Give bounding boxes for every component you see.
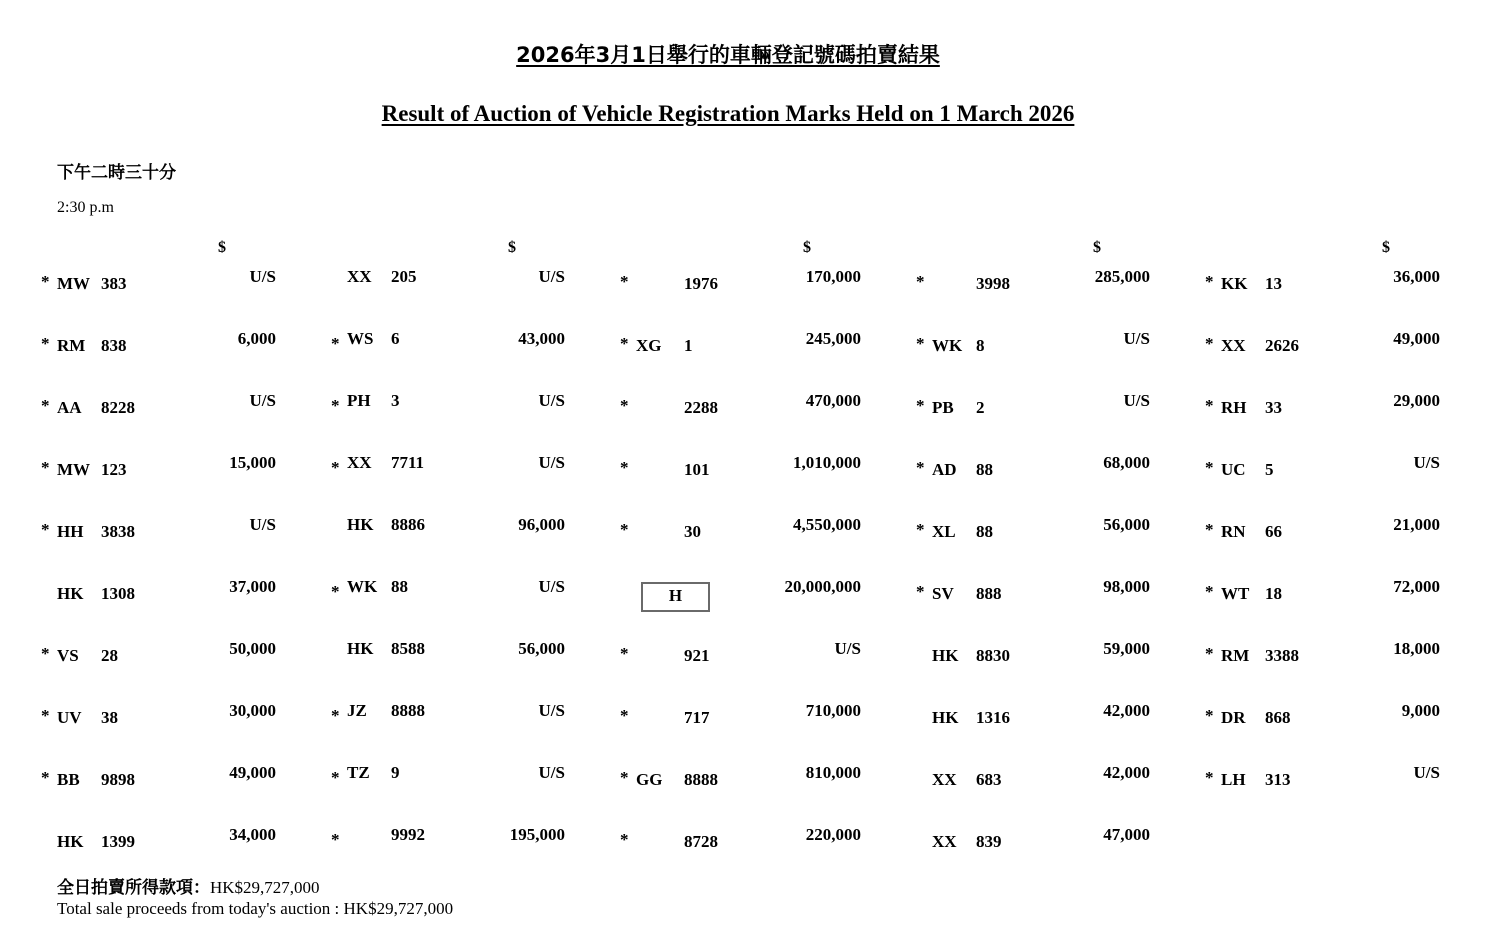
registration-mark-letters: TZ — [347, 763, 370, 782]
sale-price: U/S — [1123, 391, 1150, 410]
sale-price: 220,000 — [805, 825, 861, 844]
starred-marker: * — [1205, 582, 1214, 601]
starred-marker: * — [41, 396, 50, 415]
registration-mark-letters: XX — [932, 770, 957, 789]
registration-mark-letters: BB — [57, 770, 80, 789]
starred-marker: * — [331, 706, 340, 725]
starred-marker: * — [620, 396, 629, 415]
registration-mark-digits: 839 — [976, 832, 1002, 851]
registration-mark-digits: 2288 — [684, 398, 718, 417]
registration-mark-digits: 9898 — [101, 770, 135, 789]
starred-marker: * — [41, 520, 50, 539]
total-proceeds-english: Total sale proceeds from today's auction : HK$29,727,000 — [57, 899, 454, 918]
starred-marker: * — [331, 830, 340, 849]
starred-marker: * — [916, 272, 925, 291]
starred-marker: * — [620, 272, 629, 291]
registration-mark-boxed: H — [641, 582, 710, 612]
sale-price: 170,000 — [805, 267, 861, 286]
sale-price: 42,000 — [1103, 763, 1150, 782]
registration-mark-letters: LH — [1221, 770, 1246, 789]
registration-mark-letters: RN — [1221, 522, 1246, 541]
registration-mark-digits: 838 — [101, 336, 127, 355]
starred-marker: * — [620, 458, 629, 477]
starred-marker: * — [41, 272, 50, 291]
registration-mark-letters: HK — [932, 646, 959, 665]
sale-price: 9,000 — [1401, 701, 1440, 720]
sale-price: 56,000 — [1103, 515, 1150, 534]
registration-mark-digits: 30 — [684, 522, 701, 541]
sale-price: U/S — [1123, 329, 1150, 348]
starred-marker: * — [1205, 706, 1214, 725]
sale-price: 15,000 — [229, 453, 276, 472]
sale-price: 4,550,000 — [793, 515, 861, 534]
registration-mark-letters: KK — [1221, 274, 1248, 293]
sale-price: U/S — [538, 763, 565, 782]
registration-mark-letters: XX — [932, 832, 957, 851]
starred-marker: * — [1205, 334, 1214, 353]
registration-mark-letters: HK — [347, 639, 374, 658]
currency-header: $ — [508, 239, 516, 256]
starred-marker: * — [1205, 458, 1214, 477]
registration-mark-digits: 888 — [976, 584, 1002, 603]
registration-mark-letters: JZ — [347, 701, 367, 720]
registration-mark-digits: 1308 — [101, 584, 135, 603]
registration-mark-digits: 88 — [391, 577, 408, 596]
registration-mark-digits: 8228 — [101, 398, 135, 417]
registration-mark-digits: 1399 — [101, 832, 135, 851]
registration-mark-digits: 3388 — [1265, 646, 1299, 665]
registration-mark-digits: 3998 — [976, 274, 1010, 293]
registration-mark-digits: 8888 — [391, 701, 425, 720]
registration-mark-digits: 7711 — [391, 453, 425, 472]
starred-marker: * — [331, 582, 340, 601]
sale-price: 29,000 — [1393, 391, 1440, 410]
registration-mark-digits: 383 — [101, 274, 127, 293]
starred-marker: * — [916, 582, 925, 601]
registration-mark-digits: 6 — [391, 329, 400, 348]
sale-price: U/S — [538, 701, 565, 720]
starred-marker: * — [331, 768, 340, 787]
registration-mark-letters: XG — [636, 336, 662, 355]
registration-mark-digits: 683 — [976, 770, 1002, 789]
starred-marker: * — [41, 768, 50, 787]
starred-marker: * — [620, 644, 629, 663]
total-proceeds-label-chinese: 全日拍賣所得款項： — [57, 878, 210, 898]
sale-price: U/S — [834, 639, 861, 658]
registration-mark-digits: 8 — [976, 336, 985, 355]
sale-price: 49,000 — [229, 763, 276, 782]
registration-mark-letters: HK — [932, 708, 959, 727]
registration-mark-letters: WT — [1221, 584, 1250, 603]
registration-mark-digits: 123 — [101, 460, 127, 479]
sale-price: 810,000 — [805, 763, 861, 782]
starred-marker: * — [916, 334, 925, 353]
starred-marker: * — [41, 458, 50, 477]
registration-mark-digits: 28 — [101, 646, 118, 665]
sale-price: 43,000 — [518, 329, 565, 348]
starred-marker: * — [620, 706, 629, 725]
sale-price: 245,000 — [805, 329, 861, 348]
starred-marker: * — [620, 334, 629, 353]
starred-marker: * — [916, 458, 925, 477]
registration-mark-digits: 868 — [1265, 708, 1291, 727]
registration-mark-letters: XX — [347, 267, 372, 286]
registration-mark-digits: 3838 — [101, 522, 135, 541]
currency-header: $ — [803, 239, 811, 256]
registration-mark-digits: 717 — [684, 708, 710, 727]
registration-mark-digits: 8588 — [391, 639, 425, 658]
registration-mark-digits: 8888 — [684, 770, 718, 789]
sale-price: 285,000 — [1094, 267, 1150, 286]
sale-price: U/S — [538, 267, 565, 286]
currency-header: $ — [218, 239, 226, 256]
registration-mark-digits: 101 — [684, 460, 710, 479]
registration-mark-letters: PB — [932, 398, 954, 417]
registration-mark-letters: XX — [1221, 336, 1246, 355]
registration-mark-digits: 313 — [1265, 770, 1291, 789]
registration-mark-digits: 3 — [391, 391, 400, 410]
registration-mark-digits: 8728 — [684, 832, 718, 851]
sale-price: 1,010,000 — [793, 453, 861, 472]
sale-price: 21,000 — [1393, 515, 1440, 534]
sale-price: 6,000 — [237, 329, 276, 348]
starred-marker: * — [1205, 644, 1214, 663]
registration-mark-digits: 8830 — [976, 646, 1010, 665]
starred-marker: * — [1205, 768, 1214, 787]
registration-mark-letters: WK — [932, 336, 963, 355]
currency-header: $ — [1382, 239, 1390, 256]
sale-price: U/S — [1413, 453, 1440, 472]
registration-mark-digits: 8886 — [391, 515, 425, 534]
sale-price: 50,000 — [229, 639, 276, 658]
registration-mark-letters: DR — [1221, 708, 1246, 727]
sale-price: 36,000 — [1393, 267, 1440, 286]
starred-marker: * — [1205, 520, 1214, 539]
registration-mark-digits: 205 — [391, 267, 417, 286]
registration-mark-digits: 66 — [1265, 522, 1282, 541]
sale-price: 68,000 — [1103, 453, 1150, 472]
sale-price: 42,000 — [1103, 701, 1150, 720]
registration-mark-digits: 18 — [1265, 584, 1282, 603]
registration-mark-letters: GG — [636, 770, 663, 789]
registration-mark-digits: 1 — [684, 336, 693, 355]
sale-price: U/S — [249, 267, 276, 286]
starred-marker: * — [1205, 396, 1214, 415]
starred-marker: * — [331, 396, 340, 415]
registration-mark-letters: WS — [347, 329, 374, 348]
starred-marker: * — [41, 706, 50, 725]
sale-price: 30,000 — [229, 701, 276, 720]
registration-mark-letters: HK — [57, 832, 84, 851]
sale-price: U/S — [249, 515, 276, 534]
registration-mark-digits: 1976 — [684, 274, 718, 293]
sale-price: U/S — [538, 391, 565, 410]
session-time-english: 2:30 p.m — [57, 199, 114, 216]
registration-mark-letters: RM — [1221, 646, 1250, 665]
starred-marker: * — [331, 334, 340, 353]
registration-mark-letters: RH — [1221, 398, 1247, 417]
sale-price: 18,000 — [1393, 639, 1440, 658]
currency-header: $ — [1093, 239, 1101, 256]
registration-mark-letters: PH — [347, 391, 371, 410]
registration-mark-letters: XL — [932, 522, 956, 541]
registration-mark-letters: SV — [932, 584, 954, 603]
registration-mark-digits: 2 — [976, 398, 985, 417]
registration-mark-letters: VS — [57, 646, 79, 665]
sale-price: 59,000 — [1103, 639, 1150, 658]
session-time-chinese: 下午二時三十分 — [57, 163, 176, 183]
registration-mark-letters: WK — [347, 577, 378, 596]
registration-mark-digits: 5 — [1265, 460, 1274, 479]
registration-mark-letters: HK — [347, 515, 374, 534]
page-title-chinese: 2026年3月1日舉行的車輛登記號碼拍賣結果 — [516, 43, 940, 67]
registration-mark-letters: XX — [347, 453, 372, 472]
registration-mark-letters: AA — [57, 398, 82, 417]
sale-price: 195,000 — [509, 825, 565, 844]
sale-price: 98,000 — [1103, 577, 1150, 596]
registration-mark-letters: HH — [57, 522, 84, 541]
registration-mark-digits: 88 — [976, 522, 993, 541]
starred-marker: * — [916, 520, 925, 539]
registration-mark-letters: UV — [57, 708, 82, 727]
total-proceeds-value: HK$29,727,000 — [210, 878, 320, 897]
starred-marker: * — [331, 458, 340, 477]
registration-mark-letters: AD — [932, 460, 957, 479]
sale-price: U/S — [1413, 763, 1440, 782]
registration-mark-digits: 88 — [976, 460, 993, 479]
registration-mark-letters: HK — [57, 584, 84, 603]
sale-price: 710,000 — [805, 701, 861, 720]
starred-marker: * — [620, 830, 629, 849]
registration-mark-letters: UC — [1221, 460, 1246, 479]
starred-marker: * — [620, 768, 629, 787]
sale-price: 72,000 — [1393, 577, 1440, 596]
sale-price: 96,000 — [518, 515, 565, 534]
sale-price: 34,000 — [229, 825, 276, 844]
registration-mark-digits: 2626 — [1265, 336, 1299, 355]
sale-price: 470,000 — [805, 391, 861, 410]
registration-mark-digits: 9992 — [391, 825, 425, 844]
starred-marker: * — [916, 396, 925, 415]
total-proceeds-chinese — [57, 873, 320, 898]
registration-mark-digits: 33 — [1265, 398, 1282, 417]
sale-price: 56,000 — [518, 639, 565, 658]
sale-price: U/S — [538, 577, 565, 596]
sale-price: 37,000 — [229, 577, 276, 596]
sale-price: 47,000 — [1103, 825, 1150, 844]
sale-price: U/S — [538, 453, 565, 472]
starred-marker: * — [1205, 272, 1214, 291]
registration-mark-digits: 13 — [1265, 274, 1282, 293]
registration-mark-letters: RM — [57, 336, 86, 355]
registration-mark-digits: 38 — [101, 708, 118, 727]
registration-mark-digits: 921 — [684, 646, 710, 665]
sale-price: 49,000 — [1393, 329, 1440, 348]
page-title-english: Result of Auction of Vehicle Registration Marks Held on 1 March 2026 — [381, 101, 1075, 126]
sale-price: 20,000,000 — [784, 577, 861, 596]
starred-marker: * — [41, 334, 50, 353]
registration-mark-letters: MW — [57, 274, 91, 293]
starred-marker: * — [620, 520, 629, 539]
sale-price: U/S — [249, 391, 276, 410]
registration-mark-digits: 1316 — [976, 708, 1010, 727]
registration-mark-letters: MW — [57, 460, 91, 479]
starred-marker: * — [41, 644, 50, 663]
registration-mark-digits: 9 — [391, 763, 400, 782]
